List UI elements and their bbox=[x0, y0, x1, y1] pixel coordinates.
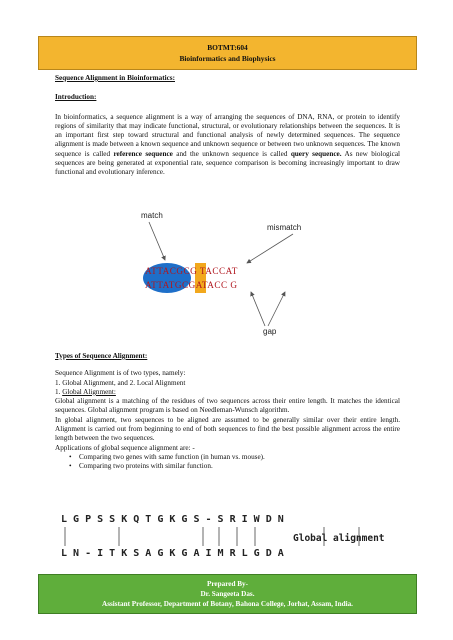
page-footer bbox=[38, 574, 417, 614]
sequence-bottom: ATTATGCGATACC G bbox=[145, 280, 238, 290]
global-alignment-figure bbox=[55, 508, 395, 563]
global-subheading bbox=[55, 388, 400, 397]
intro-text-1: In bioinformatics, a sequence alignment is a way of arranging the sequences of DNA, RNA, or protein to identify regions of similarity that may indicate functional, structural, or evolutionary relationships between the sequences. It is an important first step toward structural and functional analysis of newly determined sequences. The sequence alignment is made between a known sequence and unknown sequence or between two unknown sequences. The known sequence is called bbox=[55, 112, 400, 158]
mismatch-label: mismatch bbox=[267, 223, 302, 232]
match-label: match bbox=[141, 211, 163, 220]
footer-prepared-by: Prepared By- bbox=[206, 580, 249, 588]
sequence-top: ATTACGCG TACCAT bbox=[145, 266, 238, 276]
gap-label: gap bbox=[263, 327, 277, 336]
applications-list bbox=[69, 453, 400, 472]
global-heading: Global Alignment: bbox=[62, 387, 116, 396]
list-item: • Comparing two proteins with similar function. bbox=[69, 462, 400, 471]
types-line-1: Sequence Alignment is of two types, namely: bbox=[55, 369, 186, 378]
global-paragraph-2: In global alignment, two sequences to be aligned are assumed to be generally similar over their entire length. Alignment is carried out from beginning to end of both sequences to find the best possible alignment across the entire length between the two sequences. bbox=[55, 415, 400, 443]
types-line-2: 1. Global Alignment, and 2. Local Alignment bbox=[55, 378, 186, 387]
global-number: 1. bbox=[55, 387, 63, 396]
intro-heading: Introduction: bbox=[55, 93, 97, 102]
mismatch-arrow bbox=[247, 234, 293, 263]
course-name: Bioinformatics and Biophysics bbox=[179, 54, 276, 63]
applications-line: Applications of global sequence alignment are: - bbox=[55, 443, 195, 452]
footer-author: Dr. Sangeeta Das. bbox=[200, 590, 255, 598]
query-sequence-term: query sequence. bbox=[290, 149, 342, 158]
types-heading: Types of Sequence Alignment: bbox=[55, 352, 148, 360]
reference-sequence-term: reference sequence bbox=[113, 149, 173, 158]
course-code: BOTMT:604 bbox=[207, 43, 248, 52]
intro-paragraph bbox=[55, 113, 400, 178]
match-arrow bbox=[149, 222, 165, 260]
alignment-diagram bbox=[135, 208, 305, 343]
intro-text-2: and the unknown sequence is called bbox=[172, 149, 291, 158]
page-header bbox=[38, 36, 417, 70]
intro-text-3: As new biological sequences are being generated at exponential rate, sequence comparison is becoming increasingly important to draw functional and evolutionary inference. bbox=[55, 149, 401, 177]
gap-arrow-2 bbox=[268, 292, 285, 326]
protein-sequence-bottom: L N - I T K S A G K G A I M R L G D A bbox=[61, 548, 284, 559]
gap-arrow-1 bbox=[251, 292, 265, 326]
document-title: Sequence Alignment in Bioinformatics: bbox=[55, 74, 175, 82]
list-item: • Comparing two genes with same function (in human vs. mouse). bbox=[69, 453, 400, 462]
global-paragraph-1: Global alignment is a matching of the residues of two sequences across their entire length. It matches the identical sequences. Global alignment program is based on Needleman-Wunsch algorithm. bbox=[55, 397, 400, 415]
types-section bbox=[55, 352, 400, 472]
protein-sequence-top: L G P S S K Q T G K G S - S R I W D N bbox=[61, 514, 284, 525]
footer-affiliation: Assistant Professor, Department of Botany, Bahona College, Jorhat, Assam, India. bbox=[102, 600, 353, 608]
global-alignment-label: Global alignment bbox=[293, 533, 385, 544]
document-body bbox=[55, 74, 400, 178]
